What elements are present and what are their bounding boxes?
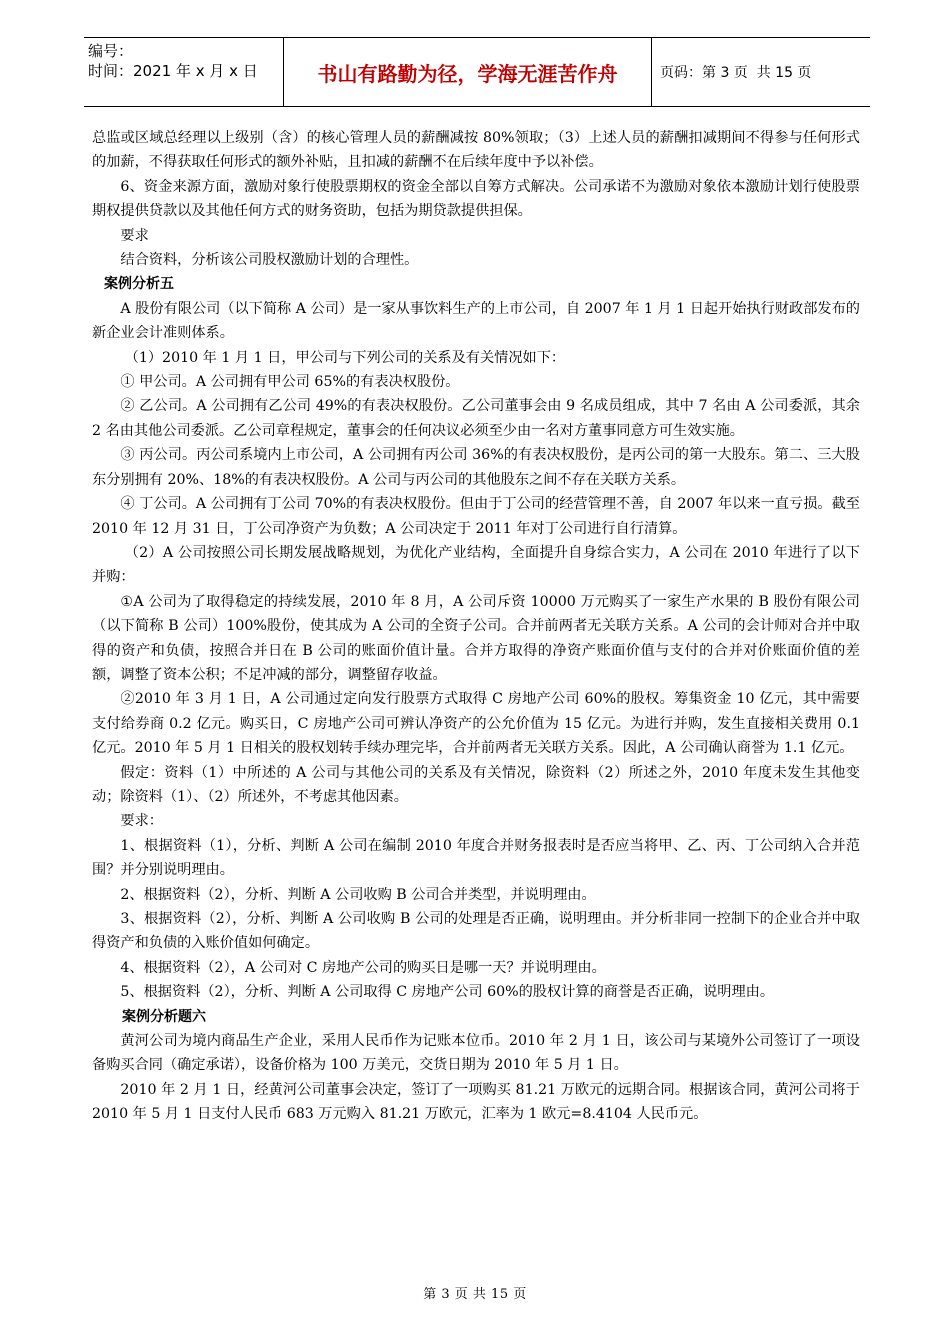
paragraph: 黄河公司为境内商品生产企业，采用人民币作为记账本位币。2010 年 2 月 1 日，该公司与某境外公司签订了一项设备购买合同（确定承诺），设备价格为 100 万美元，交货日期为 2010 年 5 月 1 日。 — [92, 1033, 860, 1074]
header-table — [84, 37, 870, 107]
paragraph: 5、根据资料（2），分析、判断 A 公司取得 C 房地产公司 60%的股权计算的商誉是否正确，说明理由。 — [120, 984, 775, 1001]
paragraph: 结合资料，分析该公司股权激励计划的合理性。 — [120, 252, 419, 269]
paragraph: （1）2010 年 1 月 1 日，甲公司与下列公司的关系及有关情况如下： — [124, 349, 566, 366]
paragraph: ② 乙公司。A 公司拥有乙公司 49%的有表决权股份。乙公司董事会由 9 名成员组成，其中 7 名由 A 公司委派，其余 2 名由其他公司委派。乙公司章程规定，董事会的任何决议必须至少由一名对方董事同意方可生效实施。 — [92, 398, 860, 439]
paragraph: 3、根据资料（2），分析、判断 A 公司收购 B 公司的处理是否正确，说明理由。并分析非同一控制下的企业合并中取得资产和负债的入账价值如何确定。 — [92, 911, 860, 952]
document-date: 时间：2021 年 x 月 x 日 — [88, 62, 258, 80]
paragraph: 总监或区域总经理以上级别（含）的核心管理人员的薪酬减按 80%领取；（3）上述人员的薪酬扣减期间不得参与任何形式的加薪，不得获取任何形式的额外补贴，且扣减的薪酬不在后续年度中予以补偿。 — [92, 130, 860, 171]
paragraph: 要求 — [120, 227, 149, 244]
paragraph: A 股份有限公司（以下简称 A 公司）是一家从事饮料生产的上市公司，自 2007 年 1 月 1 日起开始执行财政部发布的新企业会计准则体系。 — [92, 300, 860, 342]
document-body — [92, 126, 860, 1127]
paragraph: 6、资金来源方面，激励对象行使股票期权的资金全部以自筹方式解决。公司承诺不为激励对象依本激励计划行使股票期权提供贷款以及其他任何方式的财务资助，包括为期贷款提供担保。 — [92, 178, 860, 220]
paragraph: （2）A 公司按照公司长期发展战略规划，为优化产业结构，全面提升自身综合实力，A 公司在 2010 年进行了以下并购： — [92, 544, 860, 586]
paragraph: 要求： — [120, 813, 163, 830]
header-left-cell — [84, 38, 284, 106]
paragraph: ②2010 年 3 月 1 日，A 公司通过定向发行股票方式取得 C 房地产公司 60%的股权。筹集资金 10 亿元，其中需要支付给券商 0.2 亿元。购买日，C 房地产公司可辨认净资产的公允价值为 15 亿元。为进行并购，发生直接相关费用 0.1 亿元。2010 年 5 月 1 日相关的股权划转手续办理完毕，合并前两者无关联方关系。因此，A 公司确认商誉为 1.1 亿元。 — [92, 691, 860, 757]
header-motto: 书山有路勤为径，学海无涯苦作舟 — [284, 38, 652, 106]
paragraph: 2、根据资料（2），分析、判断 A 公司收购 B 公司合并类型，并说明理由。 — [120, 886, 596, 903]
header-page-info: 页码：第 3 页 共 15 页 — [660, 65, 812, 81]
paragraph: 4、根据资料（2），A 公司对 C 房地产公司的购买日是哪一天？并说明理由。 — [120, 959, 606, 976]
paragraph: ④ 丁公司。A 公司拥有丁公司 70%的有表决权股份。但由于丁公司的经营管理不善，自 2007 年以来一直亏损。截至 2010 年 12 月 31 日，丁公司净资产为负数；A 公司决定于 2011 年对丁公司进行自行清算。 — [92, 496, 860, 537]
document-code-label: 编号： — [88, 42, 134, 60]
paragraph: ①A 公司为了取得稳定的持续发展，2010 年 8 月，A 公司斥资 10000 万元购买了一家生产水果的 B 股份有限公司（以下简称 B 公司）100%股份，使其成为 A 公司的全资子公司。合并前两者无关联方关系。A 公司的会计师对合并中取得的资产和负债，按照合并日在 B 公司的账面价值计量。合并方取得的净资产账面价值与支付的合并对价账面价值的差额，调整了资本公积；不足冲减的部分，调整留存收益。 — [92, 593, 860, 683]
paragraph: 假定：资料（1）中所述的 A 公司与其他公司的关系及有关情况，除资料（2）所述之外，2010 年度未发生其他变动；除资料（1）、（2）所述外，不考虑其他因素。 — [92, 764, 860, 805]
paragraph: ① 甲公司。A 公司拥有甲公司 65%的有表决权股份。 — [120, 374, 460, 391]
section-heading-case6: 案例分析题六 — [122, 1008, 206, 1025]
page-footer: 第 3 页 共 15 页 — [423, 1287, 527, 1302]
paragraph: ③ 丙公司。丙公司系境内上市公司，A 公司拥有丙公司 36%的有表决权股份，是丙公司的第一大股东。第二、三大股东分别拥有 20%、18%的有表决权股份。A 公司与丙公司的其他股东之间不存在关联方关系。 — [92, 447, 860, 488]
paragraph: 2010 年 2 月 1 日，经黄河公司董事会决定，签订了一项购买 81.21 万欧元的远期合同。根据该合同，黄河公司将于 2010 年 5 月 1 日支付人民币 683 万元购入 81.21 万欧元，汇率为 1 欧元=8.4104 人民币元。 — [92, 1081, 860, 1123]
paragraph: 1、根据资料（1），分析、判断 A 公司在编制 2010 年度合并财务报表时是否应当将甲、乙、丙、丁公司纳入合并范围？并分别说明理由。 — [92, 837, 860, 879]
section-heading-case5: 案例分析五 — [104, 276, 174, 293]
